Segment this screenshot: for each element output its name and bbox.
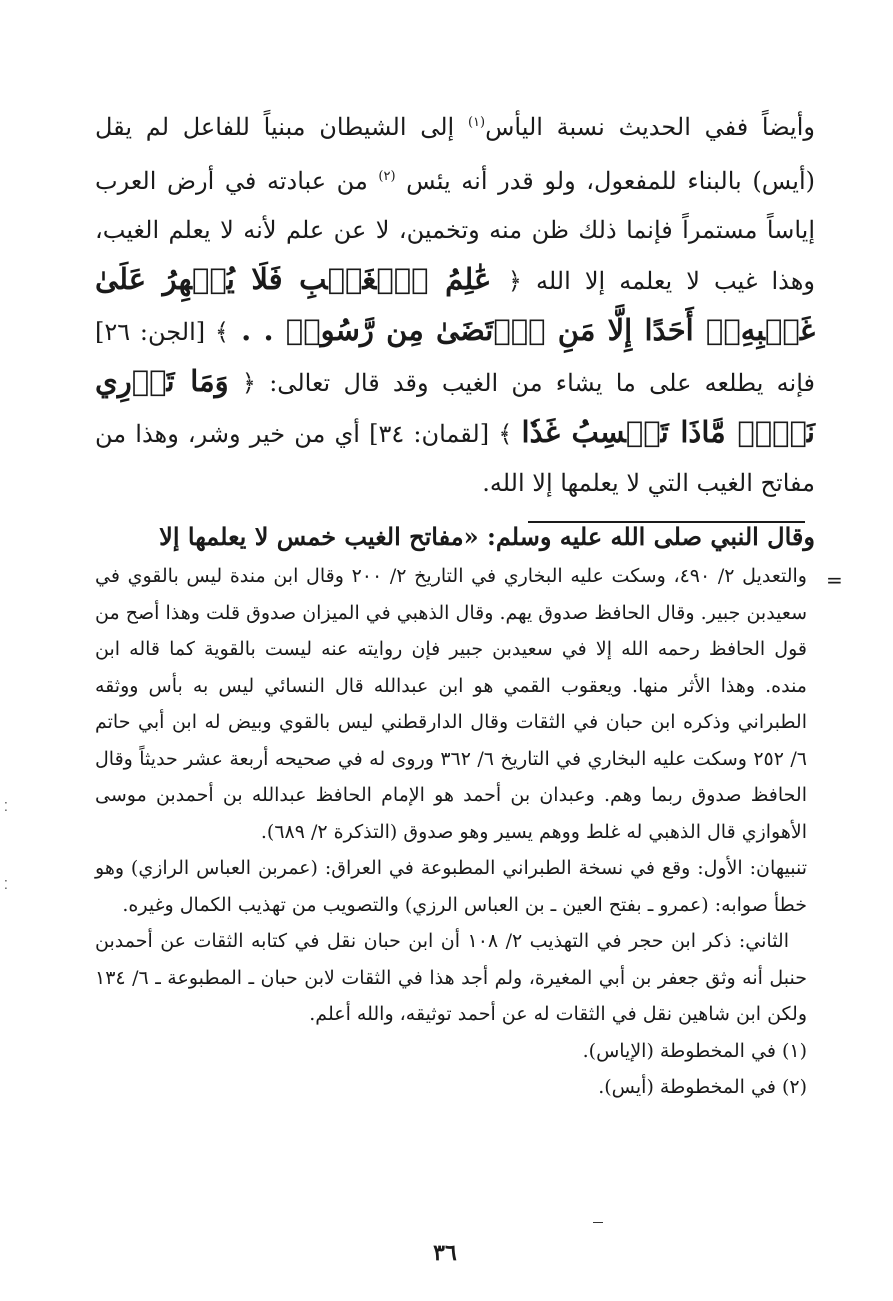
- footnote-1: (١) في المخطوطة (الإياس).: [582, 1039, 807, 1062]
- hadith-paragraph: وقال النبي صلى الله عليه وسلم: «مفاتح الغيب خمس لا يعلمها إلا: [159, 522, 815, 551]
- footnote-continued: والتعديل ٢/ ٤٩٠، وسكت عليه البخاري في التاريخ ٢/ ٢٠٠ وقال ابن مندة ليس بالقوي في سعيدبن جبير. وقال الحافظ صدوق يهم. وقال الذهبي في الميزان صدوق قلت وهذا أصح من قول الحافظ رحمه الله إلا في سعيدبن جبير فإن روايته عنه ليست بالقوية كما قاله ابن منده. وهذا الأثر منها. ويعقوب القمي هو ابن عبدالله قال النسائي ليس به بأس ووثقه الطبراني وذكره ابن حبان في الثقات وقال الدارقطني ليس بالقوي وبيض له ابن أبي حاتم ٦/ ٢٥٢ وسكت عليه البخاري في التاريخ ٦/ ٣٦٢ وروى له في صحيحه أربعة عشر حديثاً وقال الحافظ صدوق ربما وهم. وعبدان بن أحمد هو الإمام الحافظ عبدالله بن أحمدبن موسى الأهوازي قال الذهبي له غلط ووهم يسير وهو صدوق (التذكرة ٢/ ٦٨٩).: [95, 565, 807, 843]
- footnote-ref-2: (٢): [378, 169, 396, 184]
- text-run: إلى الشيطان مبنياً للفاعل لم يقل (أيس) بالبناء للمفعول، ولو قدر أنه يئس: [95, 113, 815, 195]
- text-run: ﴾ [لقمان: ٣٤] أي من خير وشر، وهذا من مفاتح الغيب التي لا يعلمها إلا الله.: [95, 420, 815, 497]
- footnote-ref-1: (١): [467, 115, 486, 130]
- quran-verse-luqman: وَمَا تَدۡرِي نَفۡسٞ مَّاذَا تَكۡسِبُ غَدٗا: [95, 364, 815, 449]
- footnote-separator: [528, 521, 805, 523]
- scan-speck: ⁚: [4, 800, 8, 814]
- continuation-mark: =: [826, 568, 843, 592]
- text-run: ﴾ [الجن: ٢٦] فإنه يطلعه على ما يشاء من الغيب وقد قال تعالى: ﴿: [95, 318, 815, 397]
- footnote-2: (٢) في المخطوطة (أيس).: [598, 1076, 807, 1098]
- page-number: ٣٦: [433, 1240, 457, 1266]
- main-paragraph: [95, 98, 815, 508]
- scan-mark: [593, 1222, 603, 1223]
- quran-verse-jinn: عَٰلِمُ ٱلۡغَيۡبِ فَلَا يُظۡهِرُ عَلَىٰ غَيۡبِهِۦٓ أَحَدًا إِلَّا مَنِ ٱرۡتَضَىٰ مِن رَّسُولٖ . .: [95, 262, 816, 347]
- footnote-notice-second: الثاني: ذكر ابن حجر في التهذيب ٢/ ١٠٨ أن ابن حبان نقل في كتابه الثقات عن أحمدبن حنبل أنه وثق جعفر بن أبي المغيرة، ولم أجد هذا في الثقات لابن حبان ـ المطبوعة ـ ٦/ ١٣٤ ولكن ابن شاهين نقل في الثقات له عن أحمد توثيقه، والله أعلم.: [95, 930, 807, 1025]
- scan-speck: ⁚: [4, 878, 8, 892]
- footnote-notice-first: تنبيهان: الأول: وقع في نسخة الطبراني المطبوعة في العراق: (عمربن العباس الرازي) وهو خطأ صوابه: (عمرو ـ بفتح العين ـ بن العباس الرزي) والتصويب من تهذيب الكمال وغيره.: [95, 857, 807, 916]
- main-text: [95, 98, 815, 561]
- text-run: وأيضاً ففي الحديث نسبة اليأس: [485, 113, 815, 141]
- text-run: من عبادته في أرض العرب إياساً مستمراً فإنما ذلك ظن منه وتخمين، لا عن علم لأنه لا يعلم الغيب، وهذا غيب لا يعلمه إلا الله ﴿: [95, 167, 815, 295]
- footnotes: [95, 558, 807, 1106]
